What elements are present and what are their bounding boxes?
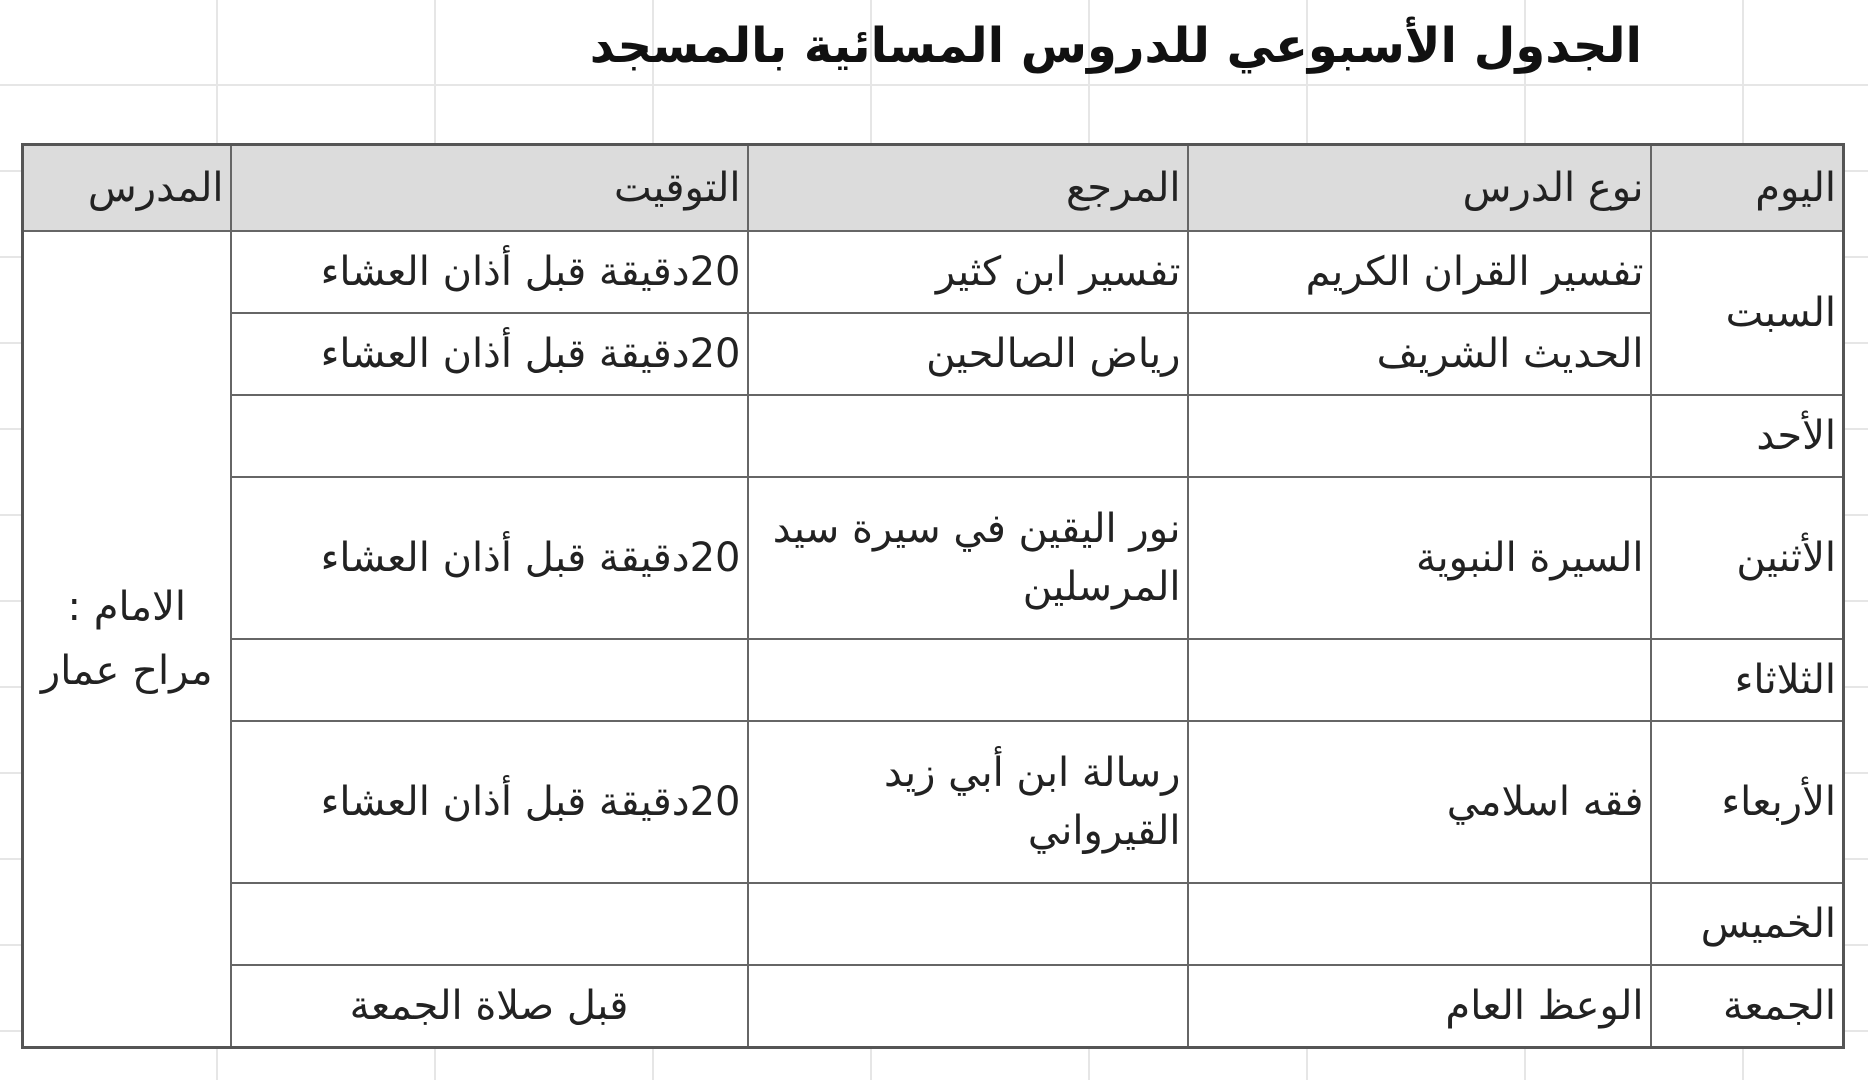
day-cell[interactable]: الأربعاء: [1651, 721, 1844, 883]
teacher-cell[interactable]: [23, 231, 231, 1048]
timing-cell[interactable]: 20دقيقة قبل أذان العشاء: [231, 313, 748, 395]
day-cell[interactable]: الخميس: [1651, 883, 1844, 965]
table-row: [23, 965, 1844, 1048]
day-cell[interactable]: الثلاثاء: [1651, 639, 1844, 721]
timing-cell[interactable]: قبل صلاة الجمعة: [231, 965, 748, 1048]
reference-cell[interactable]: [748, 883, 1188, 965]
reference-cell[interactable]: نور اليقين في سيرة سيد المرسلين: [748, 477, 1188, 639]
reference-cell[interactable]: [748, 639, 1188, 721]
table-row: [23, 721, 1844, 883]
header-reference[interactable]: المرجع: [748, 145, 1188, 232]
timing-cell[interactable]: [231, 395, 748, 477]
timing-cell[interactable]: [231, 639, 748, 721]
reference-cell[interactable]: [748, 395, 1188, 477]
header-row: [23, 145, 1844, 232]
reference-cell[interactable]: [748, 965, 1188, 1048]
header-teacher[interactable]: المدرس: [23, 145, 231, 232]
lesson-type-cell[interactable]: [1188, 395, 1651, 477]
header-timing[interactable]: التوقيت: [231, 145, 748, 232]
lesson-type-cell[interactable]: تفسير القران الكريم: [1188, 231, 1651, 313]
timing-cell[interactable]: 20دقيقة قبل أذان العشاء: [231, 721, 748, 883]
lesson-type-cell[interactable]: [1188, 639, 1651, 721]
reference-cell[interactable]: تفسير ابن كثير: [748, 231, 1188, 313]
day-cell[interactable]: الأحد: [1651, 395, 1844, 477]
lesson-type-cell[interactable]: السيرة النبوية: [1188, 477, 1651, 639]
teacher-name: مراح عمار: [40, 648, 213, 694]
table-row: [23, 395, 1844, 477]
table-row: [23, 231, 1844, 313]
page-title: الجدول الأسبوعي للدروس المسائية بالمسجد: [589, 18, 1642, 74]
timing-cell[interactable]: [231, 883, 748, 965]
table-row: [23, 883, 1844, 965]
timing-cell[interactable]: 20دقيقة قبل أذان العشاء: [231, 477, 748, 639]
header-day[interactable]: اليوم: [1651, 145, 1844, 232]
day-cell[interactable]: السبت: [1651, 231, 1844, 395]
table-row: [23, 313, 1844, 395]
reference-cell[interactable]: رسالة ابن أبي زيد القيرواني: [748, 721, 1188, 883]
schedule-table: [21, 143, 1845, 1049]
reference-cell[interactable]: رياض الصالحين: [748, 313, 1188, 395]
day-cell[interactable]: الأثنين: [1651, 477, 1844, 639]
day-cell[interactable]: الجمعة: [1651, 965, 1844, 1048]
timing-cell[interactable]: 20دقيقة قبل أذان العشاء: [231, 231, 748, 313]
lesson-type-cell[interactable]: الحديث الشريف: [1188, 313, 1651, 395]
lesson-type-cell[interactable]: [1188, 883, 1651, 965]
lesson-type-cell[interactable]: الوعظ العام: [1188, 965, 1651, 1048]
teacher-title: الامام :: [67, 584, 186, 630]
table-row: [23, 477, 1844, 639]
header-lesson-type[interactable]: نوع الدرس: [1188, 145, 1651, 232]
lesson-type-cell[interactable]: فقه اسلامي: [1188, 721, 1651, 883]
table-row: [23, 639, 1844, 721]
